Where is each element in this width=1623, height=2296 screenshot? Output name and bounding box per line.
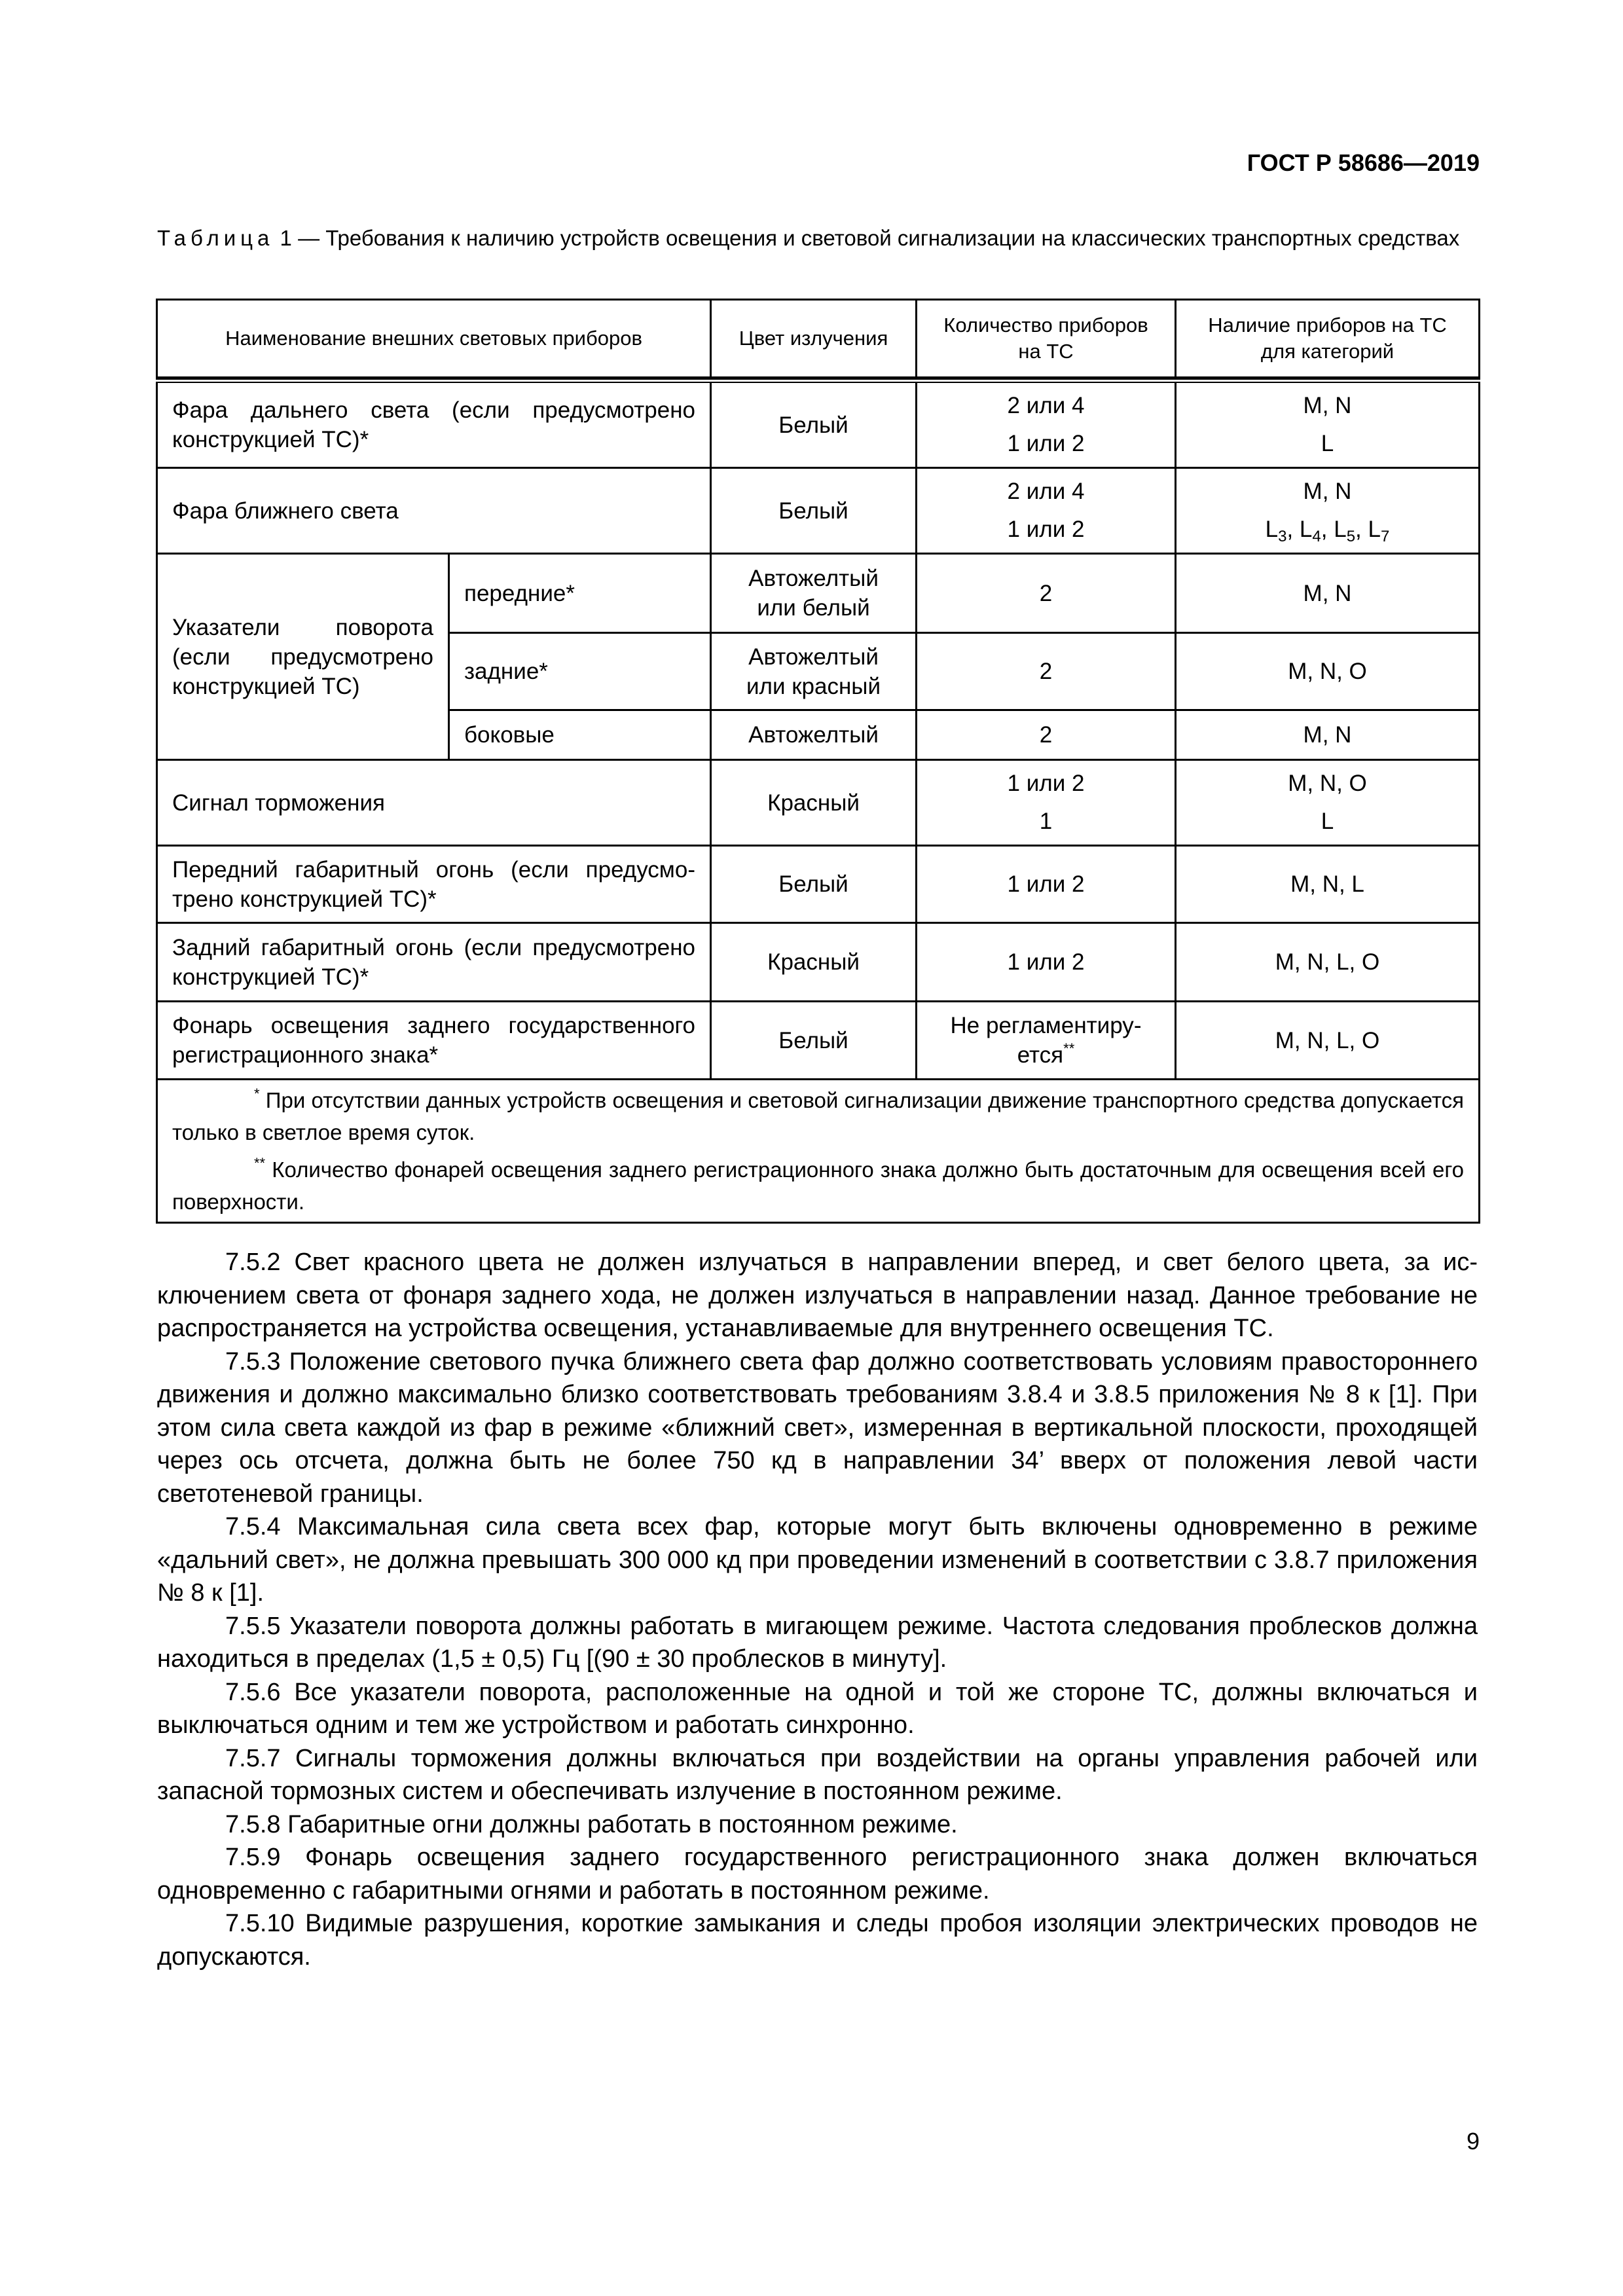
table-row — [157, 468, 1480, 554]
table-caption — [157, 224, 1478, 252]
row-count: 2 — [917, 554, 1176, 633]
row-color: Красный — [711, 760, 917, 846]
table-header-row — [157, 300, 1480, 378]
row-count: 2 — [917, 710, 1176, 760]
paragraph-7-5-3: 7.5.3 Положение светового пучка ближнего света фар должно соответствовать условиям правостороннего движения и должно максимально близко соответствовать требованиям 3.8.4 и 3.8.5 приложения № 8 к [1]. При этом сила света каждой из фар в режиме «ближний свет», измеренная в вертикальной плоскости, проходящей через ось отсчета, должна быть не более 750 кд в направлении 34’ вверх от положения левой части светотеневой границы. — [157, 1347, 1478, 1508]
row-count — [917, 760, 1176, 846]
table-notes — [157, 1080, 1480, 1223]
paragraph-7-5-9: 7.5.9 Фонарь освещения заднего государственного регистрационного знака должен включаться одновременно с габаритными огнями и работать в постоянном режиме. — [157, 1844, 1478, 1904]
category-value: M, N — [1303, 393, 1352, 418]
row-count — [917, 381, 1176, 468]
table-row — [157, 381, 1480, 468]
row-color: Белый — [711, 1002, 917, 1080]
row-name: Фара дальнего света (если предусмотрено конструкцией ТС)* — [157, 381, 711, 468]
row-categories — [1176, 381, 1480, 468]
row-color: Красный — [711, 923, 917, 1002]
row-categories: M, N, L, O — [1176, 923, 1480, 1002]
row-count: 2 — [917, 633, 1176, 710]
table-caption-text: 1 — Требования к наличию устройств освещения и световой сигнализации на классических транспортных средствах — [274, 226, 1460, 250]
paragraph-7-5-4: 7.5.4 Максимальная сила света всех фар, которые могут быть включены одновременно в режиме «дальний свет», не должна превышать 300 000 кд при проведении изменений в соответствии с 3.8.7 приложения № 8 к [1]. — [157, 1513, 1478, 1607]
row-color: Белый — [711, 468, 917, 554]
turn-sub-rear: задние* — [449, 633, 711, 710]
row-categories: M, N — [1176, 554, 1480, 633]
page-number: 9 — [1466, 2128, 1480, 2155]
row-name: Сигнал торможения — [157, 760, 711, 846]
count-value: 1 или 2 — [1007, 517, 1085, 542]
row-name: Фонарь освещения заднего государственного регистрационного знака* — [157, 1002, 711, 1080]
row-count: 1 или 2 — [917, 923, 1176, 1002]
row-categories: M, N, L — [1176, 846, 1480, 923]
paragraph-7-5-5: 7.5.5 Указатели поворота должны работать в мигающем режиме. Частота следования проблесков должна находиться в пределах (1,5 ± 0,5) Гц [(90 ± 30 проблесков в минуту]. — [157, 1612, 1478, 1673]
row-count: 1 или 2 — [917, 846, 1176, 923]
row-color: Автожелтый или белый — [711, 554, 917, 633]
row-name: Передний габаритный огонь (если предусмотрено конструкцией ТС)* — [157, 846, 711, 923]
table-caption-label: Таблица — [157, 226, 274, 250]
row-color: Автожелтый — [711, 710, 917, 760]
paragraph-7-5-10: 7.5.10 Видимые разрушения, короткие замыкания и следы пробоя изоляции электрических проводов не допускаются. — [157, 1910, 1478, 1971]
row-name: Задний габаритный огонь (если предусмотрено конструкцией ТС)* — [157, 923, 711, 1002]
requirements-table — [156, 299, 1480, 1224]
column-header-color: Цвет излучения — [711, 300, 917, 378]
table-row — [157, 554, 1480, 633]
table-row — [157, 923, 1480, 1002]
count-value: 1 или 2 — [1007, 431, 1085, 456]
paragraph-7-5-8: 7.5.8 Габаритные огни должны работать в постоянном режиме. — [225, 1810, 958, 1838]
row-name: Фара ближнего света — [157, 468, 711, 554]
row-categories: M, N, L, O — [1176, 1002, 1480, 1080]
footnote-2: ** Количество фонарей освещения заднего регистрационного знака должно быть достаточным для освещения всей его поверхности. — [172, 1155, 1464, 1214]
table-row — [157, 1002, 1480, 1080]
table-row — [157, 760, 1480, 846]
paragraph-7-5-7: 7.5.7 Сигналы торможения должны включаться при воздействии на органы управления рабочей или запасной тормозных систем и обеспечивать излучение в постоянном режиме. — [157, 1744, 1478, 1805]
table-row — [157, 846, 1480, 923]
document-header: ГОСТ Р 58686—2019 — [1247, 149, 1480, 176]
row-categories: M, N, O — [1176, 633, 1480, 710]
count-value: 2 или 4 — [1007, 479, 1085, 504]
row-color: Белый — [711, 381, 917, 468]
row-categories: M, N — [1176, 710, 1480, 760]
category-value: $L_3$, $L_4$, $L_5$, $L_7$ — [1265, 517, 1390, 545]
category-value: M, N, O — [1288, 771, 1367, 796]
row-count — [917, 468, 1176, 554]
column-header-categories: Наличие приборов на ТС для категорий — [1176, 300, 1480, 378]
row-categories — [1176, 760, 1480, 846]
count-value: 2 или 4 — [1007, 393, 1085, 418]
column-header-count: Количество приборов на ТС — [917, 300, 1176, 378]
count-value: 1 или 2 — [1007, 771, 1085, 796]
turn-sub-front: передние* — [449, 554, 711, 633]
footnote-1: * При отсутствии данных устройств освещения и световой сигнализации движение транспортного средства допускается только в светлое время суток. — [172, 1085, 1464, 1144]
row-name-turn-signals: Указатели поворота (если предусмотрено конструкцией ТС) — [157, 554, 449, 760]
turn-sub-side: боковые — [449, 710, 711, 760]
paragraph-7-5-6: 7.5.6 Все указатели поворота, расположенные на одной и той же стороне ТС, должны включаться и выключаться одним и тем же устройством и работать синхронно. — [157, 1678, 1478, 1739]
category-value: M, N — [1303, 479, 1352, 504]
count-value: 1 — [1039, 809, 1053, 834]
row-color: Белый — [711, 846, 917, 923]
column-header-name: Наименование внешних световых приборов — [157, 300, 711, 378]
row-color: Автожелтый или красный — [711, 633, 917, 710]
row-count: Не регламентируется** — [917, 1002, 1176, 1080]
row-categories — [1176, 468, 1480, 554]
table-notes-row — [157, 1080, 1480, 1223]
category-value: L — [1321, 431, 1334, 456]
paragraph-7-5-2: 7.5.2 Свет красного цвета не должен излучаться в направлении вперед, и свет белого цвета, за исключением света от фонаря заднего хода, не должен излучаться в направлении назад. Данное требование не распространяется на устройства освещения, устанавливаемые для внутреннего освещения ТС. — [157, 1248, 1478, 1342]
body-text — [157, 1246, 1478, 1973]
category-value: L — [1321, 809, 1334, 834]
